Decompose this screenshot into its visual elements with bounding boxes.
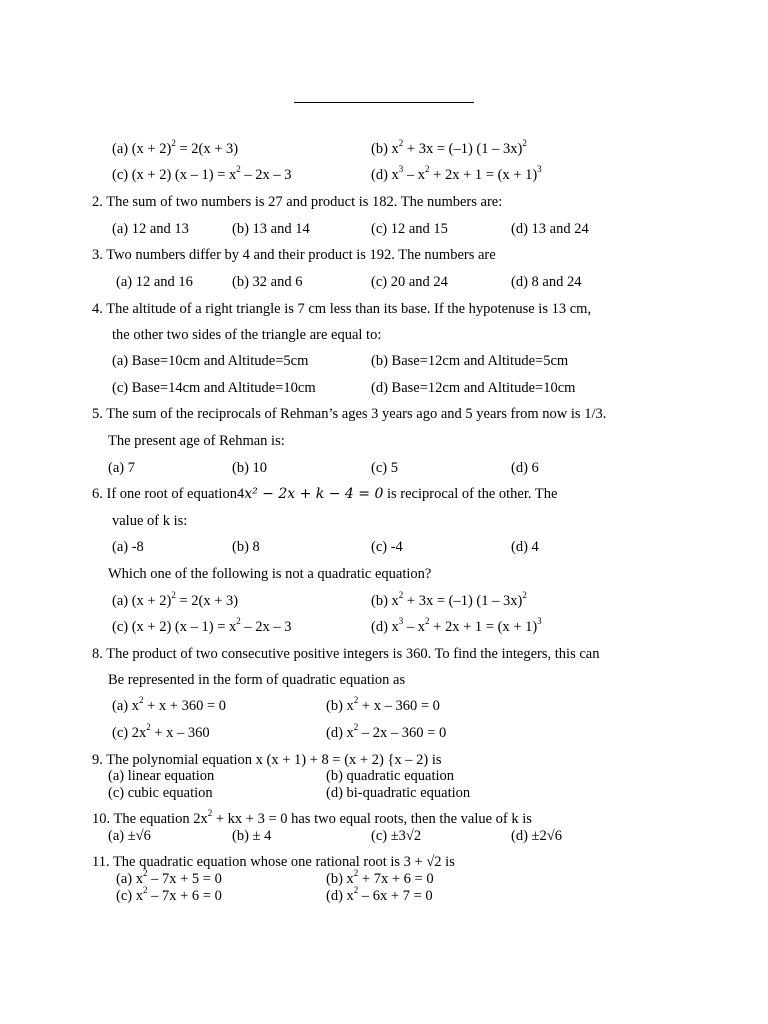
q4-option-d: (d) Base=12cm and Altitude=10cm xyxy=(371,380,576,396)
q8-option-a: (a) $x^2 + x + 360 = 0$ xyxy=(112,695,227,714)
q2-stem: 2. The sum of two numbers is 27 and product is 182. The numbers are: xyxy=(92,194,503,210)
q9-option-a: (a) linear equation xyxy=(108,768,215,784)
q3-stem: 3. Two numbers differ by 4 and their product is 192. The numbers are xyxy=(92,247,496,263)
q3-option-a: (a) 12 and 16 xyxy=(116,274,193,290)
q5-stem: 5. The sum of the reciprocals of Rehman’s ages 3 years ago and 5 years from now is 1/3. xyxy=(92,406,607,422)
q8-option-b: (b) $x^2 + x - 360 = 0$ xyxy=(326,695,440,714)
q9-option-d: (d) bi-quadratic equation xyxy=(326,785,471,801)
q10-stem: 10. The equation $2x^2$ + kx + 3 = 0 has two equal roots, then the value of k is xyxy=(92,808,532,827)
q6-option-d: (d) 4 xyxy=(511,539,539,555)
q6-stem: 6. If one root of equation4x² − 2x + k − 4 = 0 is reciprocal of the other. The xyxy=(92,486,558,502)
q5-option-d: (d) 6 xyxy=(511,460,539,476)
q4-option-b: (b) Base=12cm and Altitude=5cm xyxy=(371,353,569,369)
q1-option-a: (a) $(x + 2)^2 = 2(x + 3)$ xyxy=(112,138,239,157)
q6-option-b: (b) 8 xyxy=(232,539,260,555)
q6-option-a: (a) -8 xyxy=(112,539,144,555)
q1-option-c: (c) (x + 2) $(x - 1) = x^2 - 2x - 3$ xyxy=(112,164,292,183)
q6-option-c: (c) -4 xyxy=(371,539,403,555)
q2-option-c: (c) 12 and 15 xyxy=(371,221,448,237)
q5-option-a: (a) 7 xyxy=(108,460,135,476)
q7-option-d: (d) $x^3 - x^2 + 2x + 1 = (x + 1)^3$ xyxy=(371,616,542,635)
q1-option-b: (b) $x^2 + 3x = (-1)$ (1 – 3x)$^2$ xyxy=(371,138,527,157)
q10-option-c: (c) ±3√2 xyxy=(371,828,422,844)
q2-option-a: (a) 12 and 13 xyxy=(112,221,189,237)
q9-option-c: (c) cubic equation xyxy=(108,785,213,801)
q2-option-d: (d) 13 and 24 xyxy=(511,221,589,237)
q2-option-b: (b) 13 and 14 xyxy=(232,221,310,237)
q6-equation: x² − 2x + k − 4 = 0 xyxy=(244,486,384,502)
title-underline xyxy=(294,102,474,103)
q8-stem: 8. The product of two consecutive positive integers is 360. To find the integers, this can xyxy=(92,646,600,662)
q8-option-c: (c) $2x^2 + x - 360$ xyxy=(112,722,210,741)
q6-stem-continued: value of k is: xyxy=(112,513,188,529)
q4-option-a: (a) Base=10cm and Altitude=5cm xyxy=(112,353,309,369)
q11-option-a: (a) $x^2 - 7x + 5 = 0$ xyxy=(116,868,222,887)
q11-option-b: (b) $x^2 + 7x + 6 = 0$ xyxy=(326,868,434,887)
q10-option-b: (b) ± 4 xyxy=(232,828,272,844)
q3-option-b: (b) 32 and 6 xyxy=(232,274,303,290)
q8-stem-continued: Be represented in the form of quadratic equation as xyxy=(108,672,406,688)
q9-stem: 9. The polynomial equation x (x + 1) + 8 = (x + 2) {x – 2) is xyxy=(92,752,442,768)
q9-option-b: (b) quadratic equation xyxy=(326,768,455,784)
q3-option-d: (d) 8 and 24 xyxy=(511,274,582,290)
q10-option-d: (d) ±2√6 xyxy=(511,828,562,844)
q5-option-c: (c) 5 xyxy=(371,460,398,476)
q7-stem: Which one of the following is not a quadratic equation? xyxy=(108,566,432,582)
q4-option-c: (c) Base=14cm and Altitude=10cm xyxy=(112,380,316,396)
q7-option-b: (b) $x^2 + 3x = (-1)$ (1 – 3x)$^2$ xyxy=(371,590,527,609)
q7-option-a: (a) $(x + 2)^2 = 2(x + 3)$ xyxy=(112,590,239,609)
q11-stem: 11. The quadratic equation whose one rational root is 3 + √2 is xyxy=(92,854,455,870)
q11-option-c: (c) $x^2 - 7x + 6 = 0$ xyxy=(116,885,222,904)
q1-option-d: (d) $x^3 - x^2 + 2x + 1 = (x + 1)^3$ xyxy=(371,164,542,183)
q5-stem-continued: The present age of Rehman is: xyxy=(108,433,285,449)
q7-option-c: (c) (x + 2) $(x - 1) = x^2 - 2x - 3$ xyxy=(112,616,292,635)
q10-option-a: (a) ±√6 xyxy=(108,828,151,844)
q5-option-b: (b) 10 xyxy=(232,460,268,476)
q11-option-d: (d) $x^2 - 6x + 7 = 0$ xyxy=(326,885,433,904)
q4-stem-continued: the other two sides of the triangle are equal to: xyxy=(112,327,382,343)
q8-option-d: (d) $x^2 - 2x - 360 = 0$ xyxy=(326,722,447,741)
q4-stem: 4. The altitude of a right triangle is 7 cm less than its base. If the hypotenuse is 13 cm, xyxy=(92,301,592,317)
q3-option-c: (c) 20 and 24 xyxy=(371,274,448,290)
